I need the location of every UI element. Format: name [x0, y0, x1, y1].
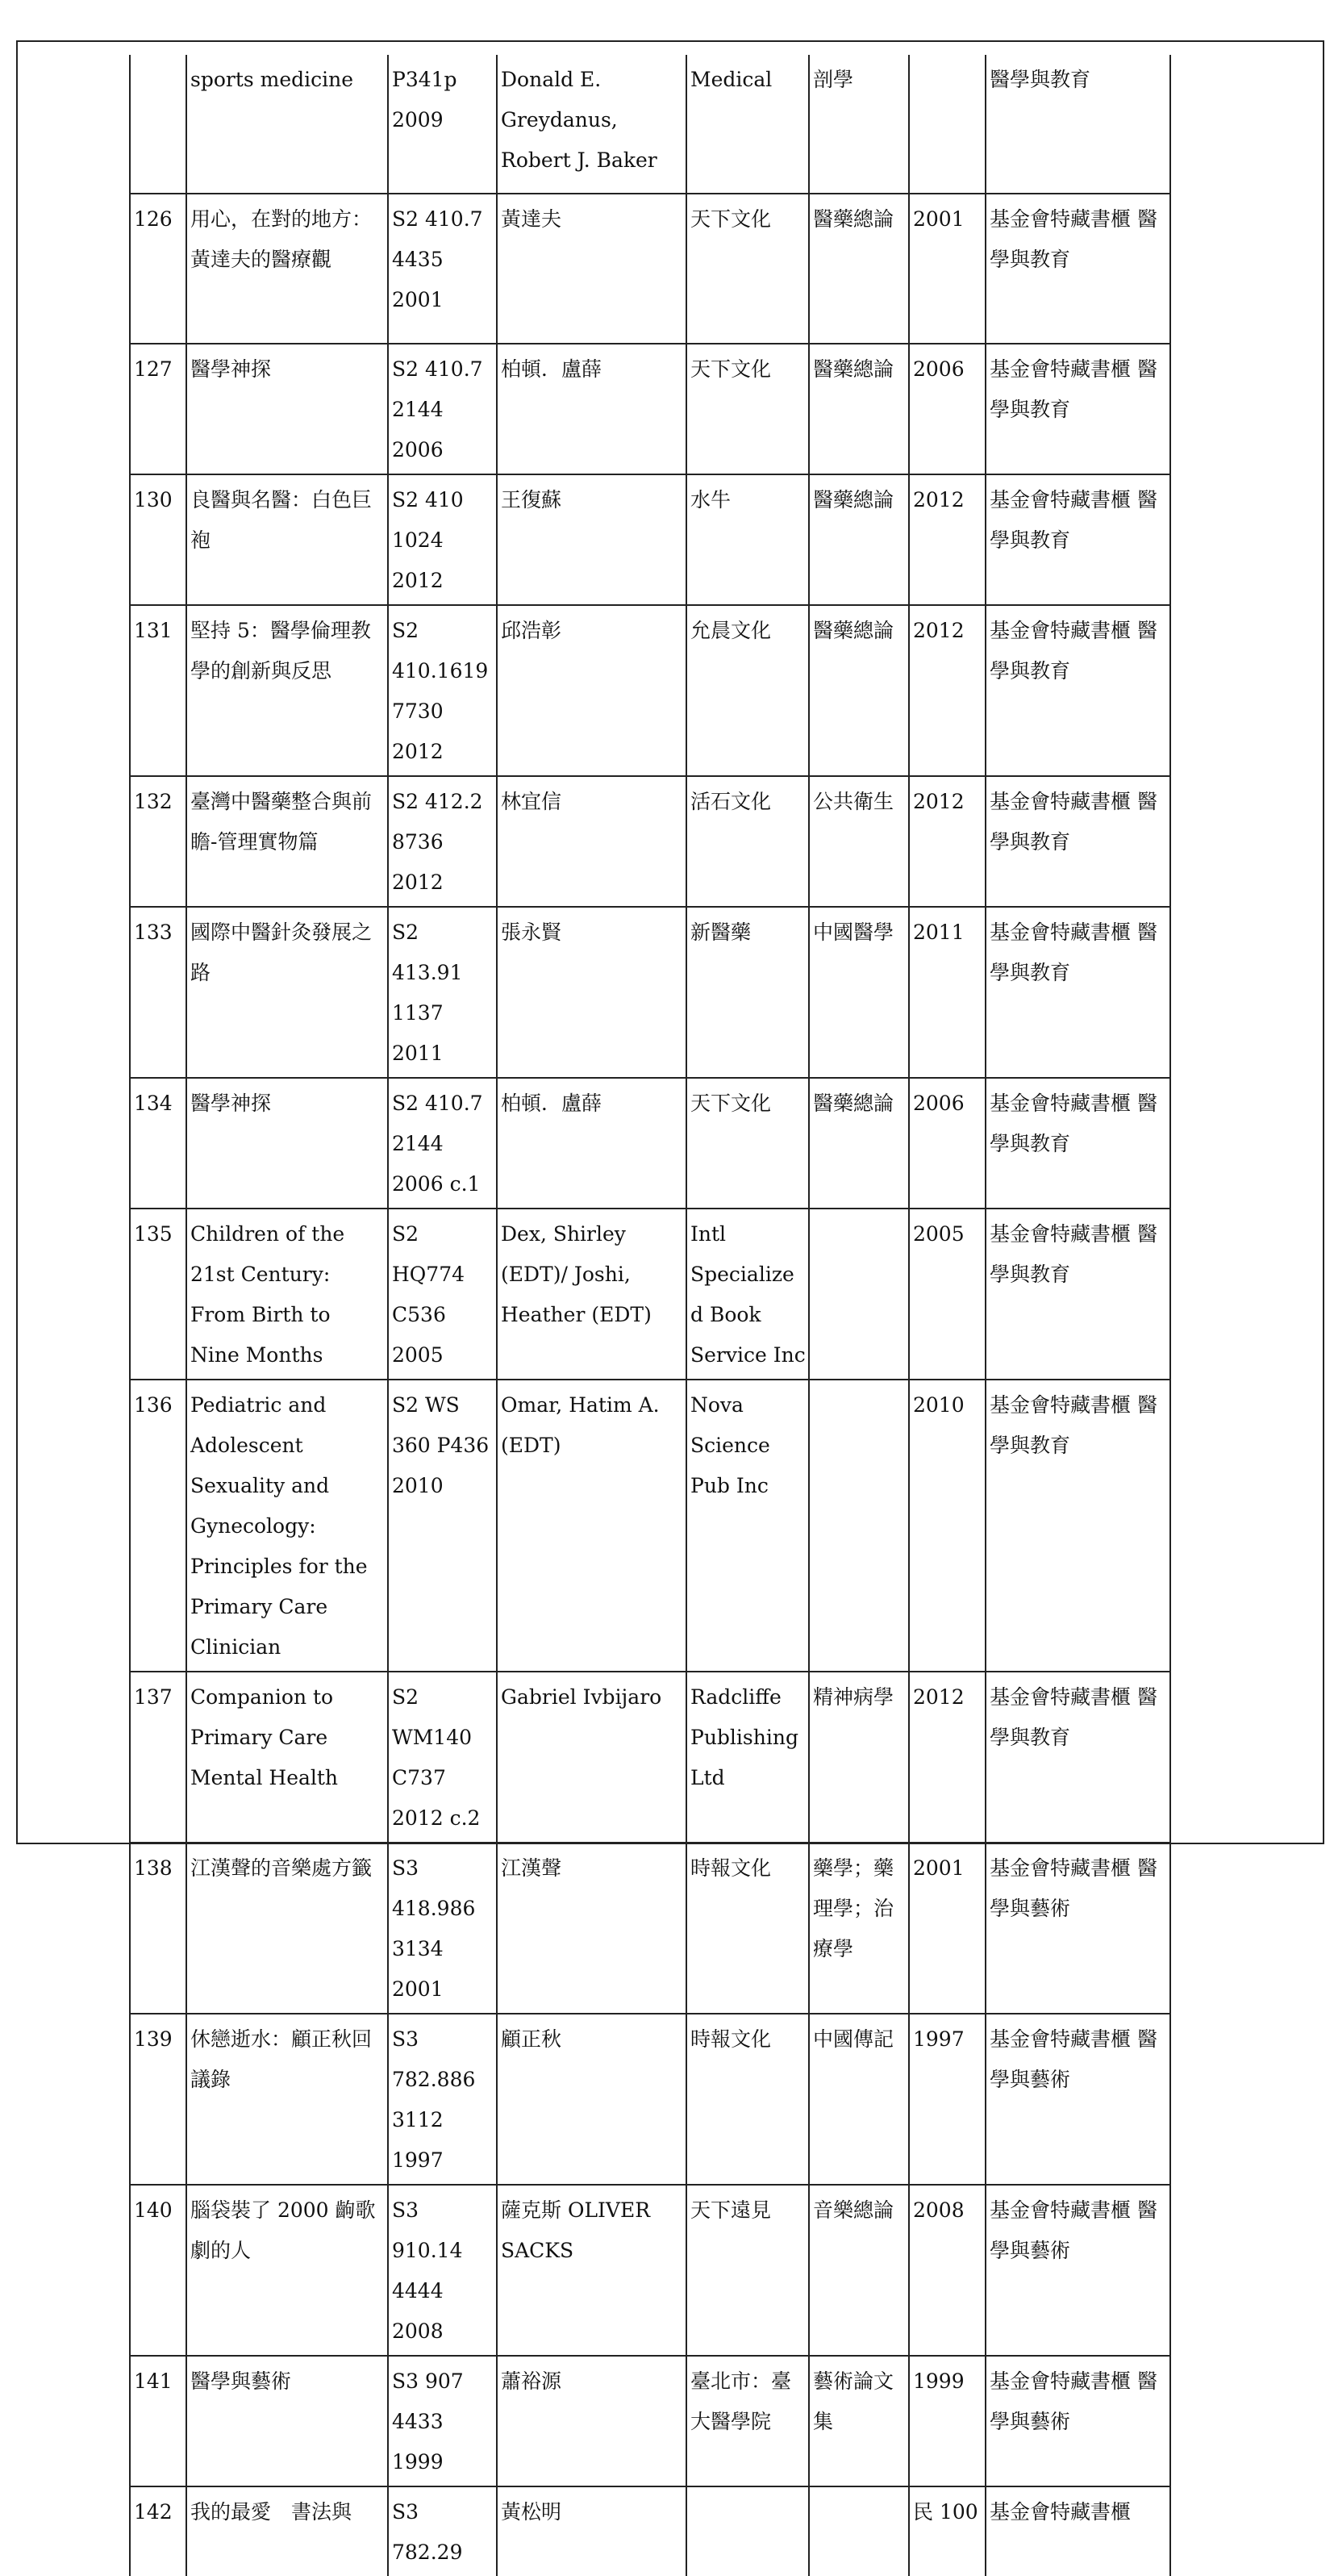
cell-year: 2001 — [909, 1843, 986, 2014]
cell-author: 黃松明 — [497, 2486, 686, 2576]
cell-year: 1997 — [909, 2014, 986, 2185]
cell-call-number: S2 412.2 8736 2012 — [388, 776, 497, 907]
cell-subject: 醫藥總論 — [809, 474, 909, 605]
cell-author: 顧正秋 — [497, 2014, 686, 2185]
cell-year: 2006 — [909, 344, 986, 474]
cell-call-number: S2 HQ774 C536 2005 — [388, 1209, 497, 1380]
cell-author: 王復蘇 — [497, 474, 686, 605]
cell-publisher: Medical — [686, 55, 809, 194]
cell-title: 腦袋裝了 2000 齣歌劇的人 — [186, 2185, 388, 2356]
table-row — [130, 907, 1170, 1078]
table-row — [130, 1672, 1170, 1843]
cell-publisher: Intl Specialized Book Service Inc — [686, 1209, 809, 1380]
cell-title: 臺灣中醫藥整合與前瞻-管理實物篇 — [186, 776, 388, 907]
cell-location: 基金會特藏書櫃 醫學與藝術 — [986, 2014, 1170, 2185]
cell-number: 142 — [130, 2486, 186, 2576]
cell-subject: 藝術論文集 — [809, 2356, 909, 2486]
table-row — [130, 2014, 1170, 2185]
cell-title: Pediatric and Adolescent Sexuality and Gynecology: Principles for the Primary Care Clinician — [186, 1380, 388, 1672]
cell-publisher: 活石文化 — [686, 776, 809, 907]
cell-call-number: S2 410.7 4435 2001 — [388, 194, 497, 344]
cell-call-number: S2 WM140 C737 2012 c.2 — [388, 1672, 497, 1843]
cell-number: 136 — [130, 1380, 186, 1672]
cell-title: 醫學神探 — [186, 344, 388, 474]
cell-author: 黃達夫 — [497, 194, 686, 344]
cell-number: 134 — [130, 1078, 186, 1209]
cell-subject: 中國醫學 — [809, 907, 909, 1078]
table-row — [130, 194, 1170, 344]
cell-subject: 醫藥總論 — [809, 1078, 909, 1209]
cell-call-number: S3 782.29 — [388, 2486, 497, 2576]
cell-title: 醫學神探 — [186, 1078, 388, 1209]
cell-call-number: S2 410.7 2144 2006 — [388, 344, 497, 474]
cell-title: sports medicine — [186, 55, 388, 194]
cell-subject — [809, 1380, 909, 1672]
cell-author: 柏頓．盧薛 — [497, 1078, 686, 1209]
cell-author: Omar, Hatim A. (EDT) — [497, 1380, 686, 1672]
cell-subject — [809, 2486, 909, 2576]
cell-author: 張永賢 — [497, 907, 686, 1078]
cell-subject: 醫藥總論 — [809, 605, 909, 776]
cell-author: Dex, Shirley (EDT)/ Joshi, Heather (EDT) — [497, 1209, 686, 1380]
cell-location: 基金會特藏書櫃 醫學與教育 — [986, 1672, 1170, 1843]
cell-year: 2012 — [909, 1672, 986, 1843]
table-row — [130, 474, 1170, 605]
cell-title: Companion to Primary Care Mental Health — [186, 1672, 388, 1843]
cell-year: 2001 — [909, 194, 986, 344]
cell-title: 我的最愛 書法與 — [186, 2486, 388, 2576]
cell-year: 2005 — [909, 1209, 986, 1380]
cell-call-number: S2 410.1619 7730 2012 — [388, 605, 497, 776]
cell-location: 基金會特藏書櫃 — [986, 2486, 1170, 2576]
cell-title: 醫學與藝術 — [186, 2356, 388, 2486]
cell-location: 基金會特藏書櫃 醫學與教育 — [986, 194, 1170, 344]
table-row — [130, 344, 1170, 474]
cell-location: 基金會特藏書櫃 醫學與教育 — [986, 1078, 1170, 1209]
cell-number: 139 — [130, 2014, 186, 2185]
cell-publisher: 天下文化 — [686, 194, 809, 344]
cell-call-number: S2 410 1024 2012 — [388, 474, 497, 605]
cell-publisher: Nova Science Pub Inc — [686, 1380, 809, 1672]
cell-subject — [809, 1209, 909, 1380]
cell-call-number: S3 910.14 4444 2008 — [388, 2185, 497, 2356]
cell-subject: 藥學；藥理學；治療學 — [809, 1843, 909, 2014]
cell-number: 127 — [130, 344, 186, 474]
cell-location: 基金會特藏書櫃 醫學與教育 — [986, 907, 1170, 1078]
cell-publisher: 天下遠見 — [686, 2185, 809, 2356]
cell-number: 130 — [130, 474, 186, 605]
cell-location: 基金會特藏書櫃 醫學與教育 — [986, 1209, 1170, 1380]
cell-author: Donald E. Greydanus, Robert J. Baker — [497, 55, 686, 194]
cell-location: 基金會特藏書櫃 醫學與藝術 — [986, 2185, 1170, 2356]
cell-title: 休戀逝水：顧正秋回議錄 — [186, 2014, 388, 2185]
cell-subject: 公共衛生 — [809, 776, 909, 907]
cell-number: 141 — [130, 2356, 186, 2486]
table-row — [130, 2356, 1170, 2486]
cell-author: 江漢聲 — [497, 1843, 686, 2014]
table-row — [130, 1380, 1170, 1672]
cell-title: 良醫與名醫：白色巨袍 — [186, 474, 388, 605]
cell-location: 基金會特藏書櫃 醫學與教育 — [986, 474, 1170, 605]
table-row — [130, 605, 1170, 776]
cell-publisher: 天下文化 — [686, 344, 809, 474]
table-row — [130, 2486, 1170, 2576]
cell-location: 基金會特藏書櫃 醫學與教育 — [986, 1380, 1170, 1672]
cell-subject: 中國傳記 — [809, 2014, 909, 2185]
cell-subject: 醫藥總論 — [809, 344, 909, 474]
cell-number: 138 — [130, 1843, 186, 2014]
table-row — [130, 2185, 1170, 2356]
cell-publisher: 時報文化 — [686, 2014, 809, 2185]
cell-subject: 剖學 — [809, 55, 909, 194]
cell-publisher: 天下文化 — [686, 1078, 809, 1209]
cell-year: 2012 — [909, 605, 986, 776]
cell-year: 2012 — [909, 474, 986, 605]
cell-publisher: Radcliffe Publishing Ltd — [686, 1672, 809, 1843]
cell-publisher: 允晨文化 — [686, 605, 809, 776]
table-row — [130, 1843, 1170, 2014]
cell-title: Children of the 21st Century: From Birth to Nine Months — [186, 1209, 388, 1380]
cell-location: 基金會特藏書櫃 醫學與藝術 — [986, 1843, 1170, 2014]
cell-author: 蕭裕源 — [497, 2356, 686, 2486]
cell-location: 基金會特藏書櫃 醫學與教育 — [986, 776, 1170, 907]
cell-publisher — [686, 2486, 809, 2576]
book-catalog-table — [129, 55, 1171, 2576]
cell-location: 醫學與教育 — [986, 55, 1170, 194]
cell-year: 2012 — [909, 776, 986, 907]
table-row — [130, 1078, 1170, 1209]
cell-number: 137 — [130, 1672, 186, 1843]
cell-title: 用心，在對的地方：黃達夫的醫療觀 — [186, 194, 388, 344]
cell-author: 柏頓．盧薛 — [497, 344, 686, 474]
table-row — [130, 776, 1170, 907]
cell-subject: 醫藥總論 — [809, 194, 909, 344]
cell-year: 2011 — [909, 907, 986, 1078]
cell-title: 江漢聲的音樂處方籤 — [186, 1843, 388, 2014]
cell-year: 2006 — [909, 1078, 986, 1209]
catalog-body — [130, 55, 1170, 2576]
cell-number: 131 — [130, 605, 186, 776]
cell-publisher: 新醫藥 — [686, 907, 809, 1078]
cell-author: 邱浩彰 — [497, 605, 686, 776]
cell-location: 基金會特藏書櫃 醫學與教育 — [986, 605, 1170, 776]
cell-subject: 音樂總論 — [809, 2185, 909, 2356]
cell-number: 133 — [130, 907, 186, 1078]
table-row — [130, 1209, 1170, 1380]
cell-call-number: S2 WS 360 P436 2010 — [388, 1380, 497, 1672]
cell-call-number: S2 413.91 1137 2011 — [388, 907, 497, 1078]
cell-year — [909, 55, 986, 194]
table-row — [130, 55, 1170, 194]
cell-subject: 精神病學 — [809, 1672, 909, 1843]
cell-year: 2010 — [909, 1380, 986, 1672]
cell-publisher: 時報文化 — [686, 1843, 809, 2014]
cell-year: 1999 — [909, 2356, 986, 2486]
cell-author: 林宜信 — [497, 776, 686, 907]
cell-year: 民 100 — [909, 2486, 986, 2576]
cell-year: 2008 — [909, 2185, 986, 2356]
cell-call-number: S3 418.986 3134 2001 — [388, 1843, 497, 2014]
cell-publisher: 水牛 — [686, 474, 809, 605]
cell-call-number: S3 907 4433 1999 — [388, 2356, 497, 2486]
cell-call-number: S3 782.886 3112 1997 — [388, 2014, 497, 2185]
cell-title: 堅持 5：醫學倫理教學的創新與反思 — [186, 605, 388, 776]
cell-number: 140 — [130, 2185, 186, 2356]
cell-publisher: 臺北市：臺大醫學院 — [686, 2356, 809, 2486]
cell-number — [130, 55, 186, 194]
cell-author: 薩克斯 OLIVER SACKS — [497, 2185, 686, 2356]
cell-location: 基金會特藏書櫃 醫學與教育 — [986, 344, 1170, 474]
cell-title: 國際中醫針灸發展之路 — [186, 907, 388, 1078]
cell-number: 135 — [130, 1209, 186, 1380]
cell-call-number: P341p 2009 — [388, 55, 497, 194]
cell-author: Gabriel Ivbijaro — [497, 1672, 686, 1843]
cell-call-number: S2 410.7 2144 2006 c.1 — [388, 1078, 497, 1209]
cell-number: 126 — [130, 194, 186, 344]
cell-number: 132 — [130, 776, 186, 907]
cell-location: 基金會特藏書櫃 醫學與藝術 — [986, 2356, 1170, 2486]
